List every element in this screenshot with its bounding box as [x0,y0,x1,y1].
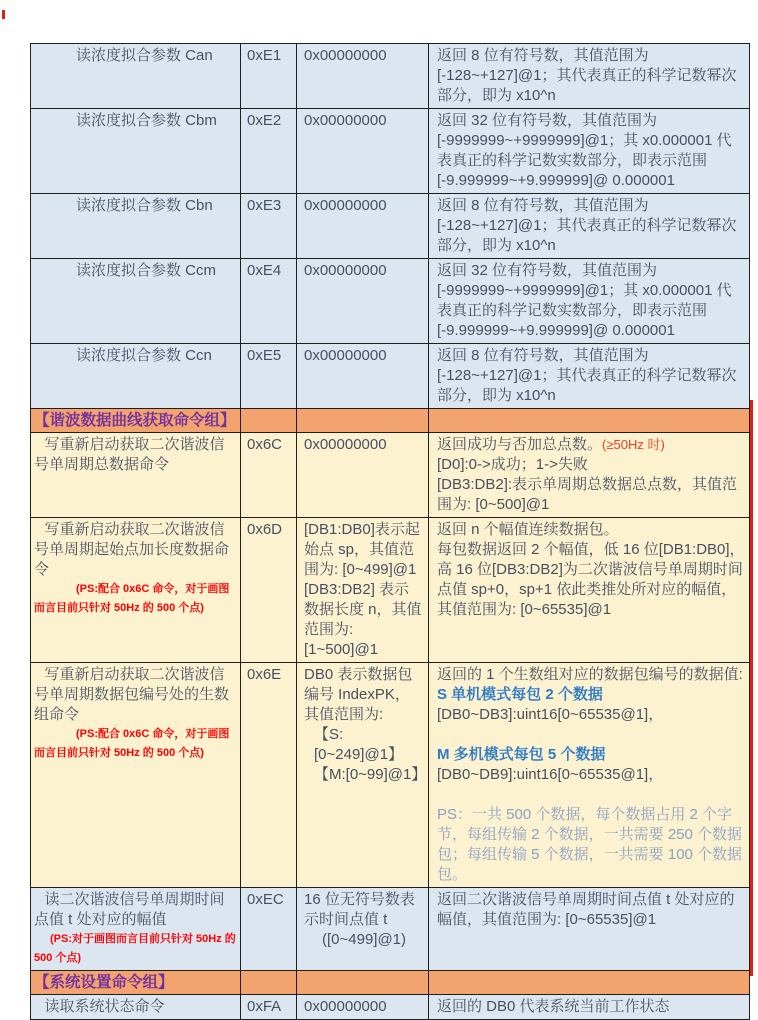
default-value: 0x00000000 [304,998,387,1015]
cell-default-value [297,433,429,518]
ps-note-lightblue: PS：一共 500 个数据，每个数据占用 2 个字节，每组传输 2 个数据，一共需要 250 个数据包；每组传输 5 个数据，一共需要 100 个数据包。 [437,806,743,883]
cell-parameter [297,518,429,663]
command-name: 读浓度拟合参数 Ccn [76,347,212,364]
command-name: 写重新启动获取二次谐波信号单周期总数据命令 [34,436,225,473]
section-title: 【系统设置命令组】 [34,974,174,991]
cell-default-value [297,44,429,109]
freq-note-red: (≥50Hz 时) [602,437,665,452]
multi-mode-title: M 多机模式每包 5 个数据 [437,746,606,763]
description-text: 返回成功与否加总点数。 [437,436,603,453]
command-code: 0xE1 [247,47,282,64]
cell-command-code [241,344,297,409]
cell-description [429,433,750,518]
table-row-0xFA [31,995,750,1020]
cell-command-name [31,44,241,109]
default-value: 0x00000000 [304,47,387,64]
section-header-system [31,971,750,995]
cell-parameter [297,663,429,888]
table-row-0xE2 [31,109,750,194]
cell-description [429,663,750,888]
cell-default-value [297,194,429,259]
cell-default-value [297,259,429,344]
cell-empty [297,409,429,433]
parameter-line: 16 位无符号数表示时间点值 t [304,891,415,928]
command-name: 读浓度拟合参数 Cbm [76,112,217,129]
cell-section-title [31,971,241,995]
ps-note-red: (PS:配合 0x6C 命令，对于画图而言目前只针对 50Hz 的 500 个点) [34,583,230,614]
description-text: 返回的 DB0 代表系统当前工作状态 [437,998,670,1015]
command-code: 0x6C [247,436,283,453]
description-line [437,435,745,455]
command-code: 0xEC [247,891,284,908]
cell-command-code [241,44,297,109]
description-line: [D0]:0->成功；1->失败 [437,456,588,473]
command-name: 读取系统状态命令 [44,998,165,1015]
description-text: 返回二次谐波信号单周期时间点值 t 处对应的幅值，其值范围为: [0~65535]@1 [437,891,735,928]
cell-command-name [31,433,241,518]
cell-command-code [241,194,297,259]
cell-description [429,109,750,194]
cell-description [429,344,750,409]
command-code: 0xE2 [247,112,282,129]
parameter-line: 【S:[0~249]@1】 [314,726,404,763]
cell-command-name [31,194,241,259]
table-row-0xE5 [31,344,750,409]
cell-command-code [241,259,297,344]
cell-parameter [297,888,429,971]
single-mode-title: S 单机模式每包 2 个数据 [437,686,603,703]
table-row-0xE1 [31,44,750,109]
command-name: 写重新启动获取二次谐波信号单周期起始点加长度数据命令 [34,521,230,578]
command-reference-table [30,43,750,1020]
cell-description [429,995,750,1020]
table-row-0xE3 [31,194,750,259]
command-name: 读二次谐波信号单周期时间点值 t 处对应的幅值 [34,891,225,928]
default-value: 0x00000000 [304,112,387,129]
cell-section-title [31,409,241,433]
description-text: 返回 8 位有符号数，其值范围为 [-128~+127]@1；其代表真正的科学记数幂次部分，即为 x10^n [437,197,737,254]
parameter-line: [DB1:DB0]表示起始点 sp，其值范围为: [0~499]@1 [304,521,420,578]
cell-command-code [241,433,297,518]
table-row-0xE4 [31,259,750,344]
cell-default-value [297,109,429,194]
description-text: 返回 32 位有符号数，其值范围为 [-9999999~+9999999]@1；其 x0.000001 代表真正的科学记数实数部分，即表示范围 [-9.999999~+9.999999]@ 0.000001 [437,112,732,189]
default-value: 0x00000000 [304,436,387,453]
cell-description [429,518,750,663]
command-code: 0xE3 [247,197,282,214]
cell-empty [429,971,750,995]
command-code: 0xE5 [247,347,282,364]
parameter-line: ([0~499]@1) [322,931,407,948]
command-name: 写重新启动获取二次谐波信号单周期数据包编号处的生数组命令 [34,666,230,723]
cell-description [429,888,750,971]
table-row-0x6E [31,663,750,888]
cell-command-code [241,663,297,888]
cell-command-name [31,109,241,194]
cell-command-name [31,663,241,888]
parameter-line: [DB3:DB2] 表示数据长度 n，其值范围为: [1~500]@1 [304,581,422,658]
default-value: 0x00000000 [304,262,387,279]
command-name: 读浓度拟合参数 Ccm [76,262,216,279]
cell-command-name [31,518,241,663]
cell-command-name [31,344,241,409]
command-code: 0x6D [247,521,283,538]
description-line: 每包数据返回 2 个幅值，低 16 位[DB1:DB0]，高 16 位[DB3:DB2]为二次谐波信号单周期时间点值 sp+0，sp+1 依此类推处所对应的幅值，其值范围为: [0~65535]@1 [437,541,745,618]
description-text: 返回 32 位有符号数，其值范围为 [-9999999~+9999999]@1；其 x0.000001 代表真正的科学记数实数部分，即表示范围 [-9.999999~+9.999999]@ 0.000001 [437,262,732,339]
cell-default-value [297,995,429,1020]
cell-command-name [31,259,241,344]
cell-empty [297,971,429,995]
cell-command-name [31,888,241,971]
command-code: 0xE4 [247,262,282,279]
command-name: 读浓度拟合参数 Can [76,47,213,64]
command-name: 读浓度拟合参数 Cbn [76,197,213,214]
cell-empty [241,409,297,433]
cell-description [429,44,750,109]
revision-change-bar [750,400,753,976]
cell-command-code [241,995,297,1020]
command-code: 0x6E [247,666,282,683]
description-line: [DB0~DB3]:uint16[0~65535@1]， [437,706,664,723]
cell-empty [241,971,297,995]
parameter-line: 【M:[0~99]@1】 [314,766,427,783]
description-line: 返回 n 个幅值连续数据包。 [437,521,619,538]
description-line: [DB3:DB2]:表示单周期总数据总点数，其值范围为: [0~500]@1 [437,476,738,513]
cell-empty [429,409,750,433]
cell-command-code [241,518,297,663]
description-line: 返回的 1 个生数组对应的数据包编号的数据值: [437,666,743,683]
default-value: 0x00000000 [304,197,387,214]
ps-note-red: (PS:对于画图而言目前只针对 50Hz 的 500 个点) [34,933,236,964]
table-row-0x6D [31,518,750,663]
cell-description [429,194,750,259]
section-title: 【谐波数据曲线获取命令组】 [34,412,236,429]
ps-note-red: (PS:配合 0x6C 命令，对于画图而言目前只针对 50Hz 的 500 个点) [34,728,230,759]
section-header-harmonic [31,409,750,433]
cell-command-name [31,995,241,1020]
table-row-0xEC [31,888,750,971]
revision-tick-mark [2,10,5,19]
cell-default-value [297,344,429,409]
description-text: 返回 8 位有符号数，其值范围为 [-128~+127]@1；其代表真正的科学记数幂次部分，即为 x10^n [437,47,737,104]
default-value: 0x00000000 [304,347,387,364]
parameter-line: DB0 表示数据包编号 IndexPK，其值范围为: [304,666,413,723]
command-code: 0xFA [247,998,282,1015]
table-row-0x6C [31,433,750,518]
cell-command-code [241,888,297,971]
cell-description [429,259,750,344]
description-line: [DB0~DB9]:uint16[0~65535@1]， [437,766,664,783]
cell-command-code [241,109,297,194]
description-text: 返回 8 位有符号数，其值范围为 [-128~+127]@1；其代表真正的科学记数幂次部分，即为 x10^n [437,347,737,404]
